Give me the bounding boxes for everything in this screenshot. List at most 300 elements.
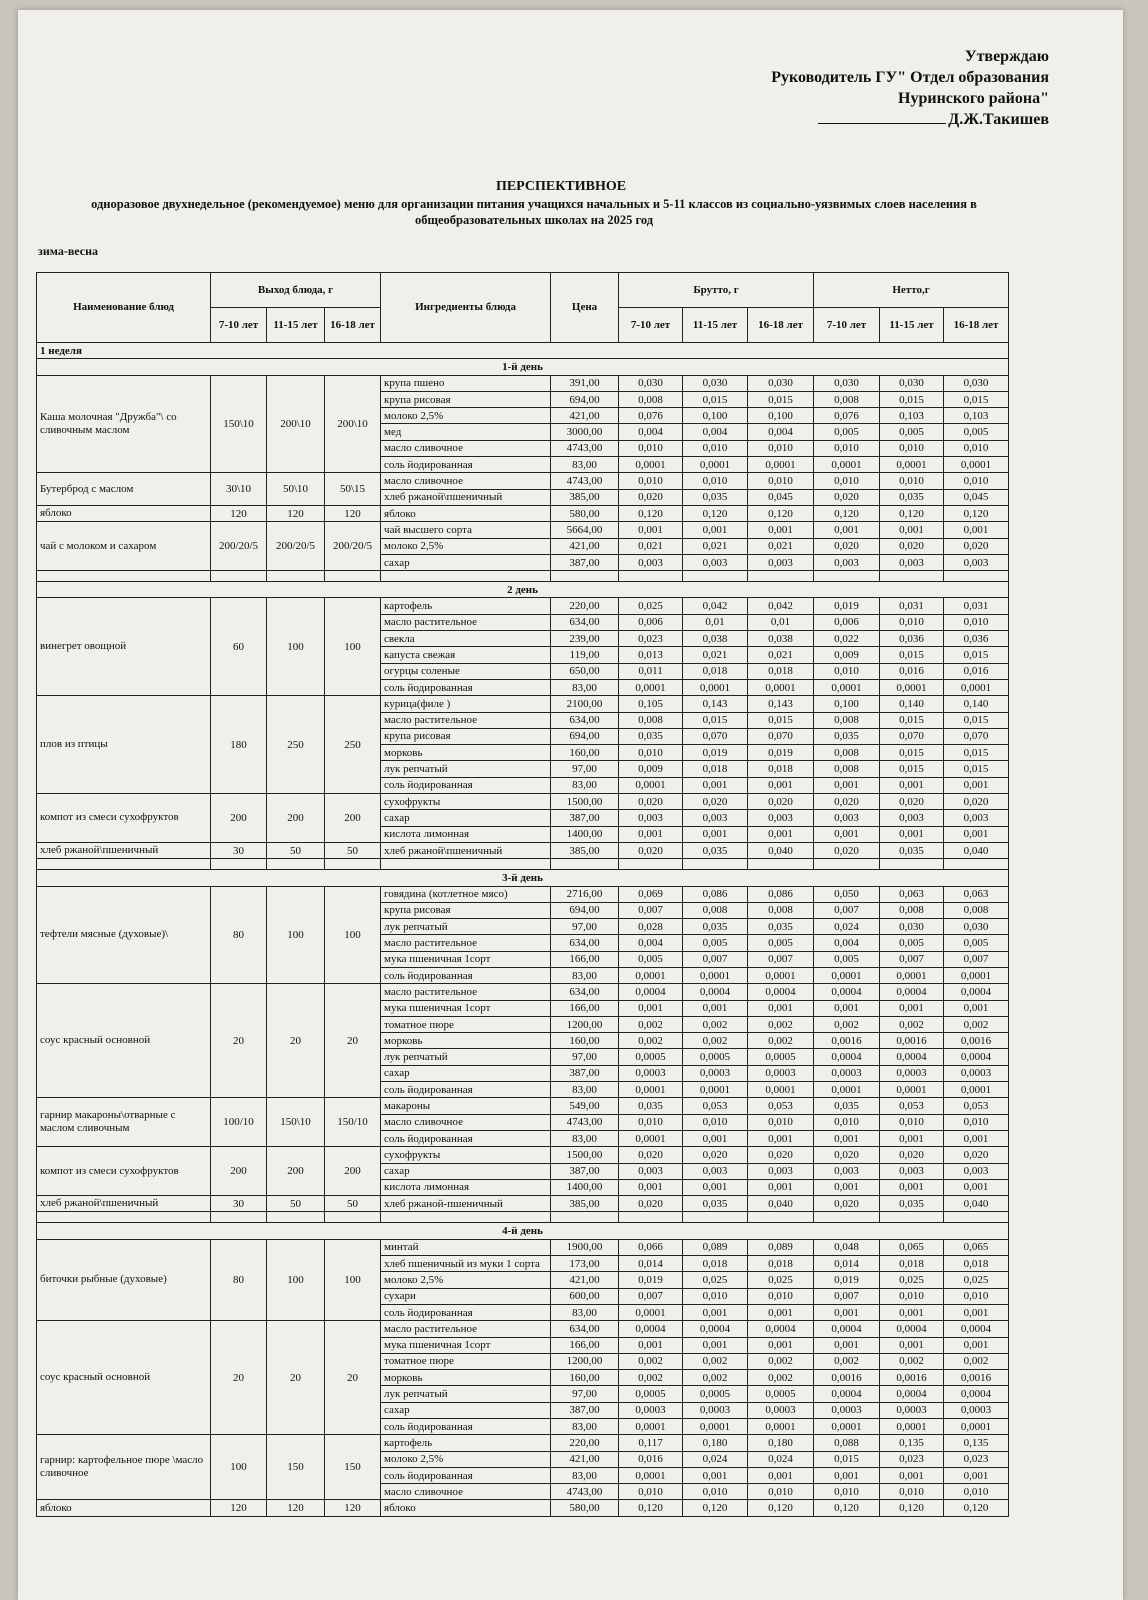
dish-output: 120: [325, 1500, 381, 1516]
dish-output: 100: [267, 598, 325, 696]
price-cell: 421,00: [551, 1272, 619, 1288]
netto-cell: 0,008: [944, 902, 1009, 918]
ingredient-name: молоко 2,5%: [381, 1272, 551, 1288]
brutto-cell: 0,0001: [619, 1304, 683, 1320]
dish-output: 20: [211, 1321, 267, 1435]
netto-cell: 0,015: [880, 745, 944, 761]
netto-cell: 0,001: [880, 1000, 944, 1016]
brutto-cell: 0,002: [748, 1033, 814, 1049]
price-cell: 385,00: [551, 842, 619, 858]
netto-cell: 0,001: [944, 1130, 1009, 1146]
dish-name: винегрет овощной: [37, 598, 211, 696]
brutto-cell: 0,01: [683, 614, 748, 630]
brutto-cell: 0,0001: [619, 1130, 683, 1146]
netto-cell: 0,030: [880, 919, 944, 935]
netto-cell: 0,0016: [814, 1370, 880, 1386]
empty-cell: [683, 571, 748, 582]
dish-output: 150: [267, 1435, 325, 1500]
brutto-cell: 0,040: [748, 842, 814, 858]
brutto-cell: 0,035: [683, 1196, 748, 1212]
netto-cell: 0,0016: [814, 1033, 880, 1049]
brutto-cell: 0,006: [619, 614, 683, 630]
price-cell: 387,00: [551, 1402, 619, 1418]
netto-cell: 0,009: [814, 647, 880, 663]
ingredient-name: масло растительное: [381, 614, 551, 630]
ingredient-name: говядина (котлетное мясо): [381, 886, 551, 902]
ingredient-name: масло растительное: [381, 935, 551, 951]
netto-cell: 0,001: [814, 1179, 880, 1195]
price-cell: 1500,00: [551, 794, 619, 810]
week-row: [37, 343, 1009, 359]
netto-cell: 0,0001: [814, 679, 880, 695]
brutto-cell: 0,005: [619, 951, 683, 967]
brutto-cell: 0,030: [619, 375, 683, 391]
price-cell: 97,00: [551, 1386, 619, 1402]
brutto-cell: 0,010: [748, 1484, 814, 1500]
brutto-cell: 0,002: [683, 1353, 748, 1369]
netto-cell: 0,001: [880, 1304, 944, 1320]
netto-cell: 0,0016: [944, 1033, 1009, 1049]
price-cell: 160,00: [551, 745, 619, 761]
spacer-row: [37, 859, 1009, 870]
netto-cell: 0,0016: [944, 1370, 1009, 1386]
price-cell: 119,00: [551, 647, 619, 663]
day-label: 3-й день: [37, 870, 1009, 886]
netto-cell: 0,001: [814, 1337, 880, 1353]
dish-output: 100: [267, 1239, 325, 1320]
brutto-cell: 0,025: [748, 1272, 814, 1288]
table-row: [37, 473, 1009, 489]
price-cell: 634,00: [551, 984, 619, 1000]
brutto-cell: 0,023: [619, 631, 683, 647]
brutto-cell: 0,0003: [619, 1065, 683, 1081]
price-cell: 4743,00: [551, 1484, 619, 1500]
brutto-cell: 0,001: [619, 522, 683, 538]
dish-output: 200: [267, 794, 325, 843]
empty-cell: [748, 1212, 814, 1223]
price-cell: 694,00: [551, 391, 619, 407]
price-cell: 160,00: [551, 1370, 619, 1386]
table-row: [37, 1435, 1009, 1451]
ingredient-name: соль йодированная: [381, 777, 551, 793]
brutto-cell: 0,014: [619, 1256, 683, 1272]
table-row: [37, 1196, 1009, 1212]
ingredient-name: лук репчатый: [381, 761, 551, 777]
netto-cell: 0,135: [880, 1435, 944, 1451]
dish-output: 200\10: [267, 375, 325, 473]
brutto-cell: 0,020: [619, 1196, 683, 1212]
netto-cell: 0,025: [880, 1272, 944, 1288]
brutto-cell: 0,028: [619, 919, 683, 935]
netto-cell: 0,0001: [944, 1419, 1009, 1435]
empty-cell: [211, 571, 267, 582]
brutto-cell: 0,0001: [619, 1419, 683, 1435]
netto-cell: 0,0004: [944, 1386, 1009, 1402]
header-output: Выход блюда, г: [211, 273, 381, 308]
netto-cell: 0,023: [944, 1451, 1009, 1467]
brutto-cell: 0,001: [683, 826, 748, 842]
netto-cell: 0,0004: [944, 1321, 1009, 1337]
document-sheet: [18, 10, 1123, 1600]
netto-cell: 0,001: [814, 1467, 880, 1483]
header-ingredients: Ингредиенты блюда: [381, 273, 551, 343]
price-cell: 600,00: [551, 1288, 619, 1304]
brutto-cell: 0,001: [683, 1179, 748, 1195]
ingredient-name: свекла: [381, 631, 551, 647]
price-cell: 391,00: [551, 375, 619, 391]
netto-cell: 0,015: [814, 1451, 880, 1467]
brutto-cell: 0,010: [619, 745, 683, 761]
brutto-cell: 0,0004: [683, 984, 748, 1000]
netto-cell: 0,001: [944, 522, 1009, 538]
netto-cell: 0,120: [944, 1500, 1009, 1516]
brutto-cell: 0,100: [748, 408, 814, 424]
ingredient-name: мука пшеничная 1сорт: [381, 1000, 551, 1016]
netto-cell: 0,020: [814, 489, 880, 505]
netto-cell: 0,010: [814, 1484, 880, 1500]
ingredient-name: сахар: [381, 1065, 551, 1081]
netto-cell: 0,0003: [814, 1065, 880, 1081]
brutto-cell: 0,035: [619, 1098, 683, 1114]
brutto-cell: 0,0005: [748, 1386, 814, 1402]
brutto-cell: 0,042: [683, 598, 748, 614]
netto-cell: 0,019: [814, 1272, 880, 1288]
netto-cell: 0,005: [814, 951, 880, 967]
ingredient-name: соль йодированная: [381, 1130, 551, 1146]
netto-cell: 0,100: [814, 696, 880, 712]
netto-cell: 0,002: [880, 1353, 944, 1369]
ingredient-name: крупа рисовая: [381, 391, 551, 407]
dish-output: 120: [211, 1500, 267, 1516]
ingredient-name: лук репчатый: [381, 1386, 551, 1402]
brutto-cell: 0,0001: [619, 679, 683, 695]
empty-cell: [683, 1212, 748, 1223]
netto-cell: 0,003: [814, 554, 880, 570]
brutto-cell: 0,020: [748, 1147, 814, 1163]
brutto-cell: 0,011: [619, 663, 683, 679]
dish-name: соус красный основной: [37, 984, 211, 1098]
netto-cell: 0,015: [880, 761, 944, 777]
dish-output: 30: [211, 842, 267, 858]
brutto-cell: 0,120: [748, 1500, 814, 1516]
day-label: 4-й день: [37, 1223, 1009, 1239]
brutto-cell: 0,120: [619, 505, 683, 521]
brutto-cell: 0,007: [619, 902, 683, 918]
ingredient-name: хлеб ржаной-пшеничный: [381, 1196, 551, 1212]
spacer-row: [37, 1212, 1009, 1223]
netto-cell: 0,063: [944, 886, 1009, 902]
netto-cell: 0,015: [880, 391, 944, 407]
ingredient-name: чай высшего сорта: [381, 522, 551, 538]
netto-cell: 0,053: [880, 1098, 944, 1114]
netto-cell: 0,001: [880, 1337, 944, 1353]
brutto-cell: 0,0001: [683, 967, 748, 983]
netto-cell: 0,030: [944, 919, 1009, 935]
netto-cell: 0,040: [944, 842, 1009, 858]
brutto-cell: 0,0001: [619, 967, 683, 983]
dish-name: яблоко: [37, 1500, 211, 1516]
netto-cell: 0,031: [944, 598, 1009, 614]
brutto-cell: 0,007: [683, 951, 748, 967]
brutto-cell: 0,030: [748, 375, 814, 391]
header-price: Цена: [551, 273, 619, 343]
ingredient-name: масло растительное: [381, 1321, 551, 1337]
brutto-cell: 0,040: [748, 1196, 814, 1212]
netto-cell: 0,001: [880, 522, 944, 538]
brutto-cell: 0,003: [683, 1163, 748, 1179]
dish-name: яблоко: [37, 505, 211, 521]
dish-output: 150\10: [211, 375, 267, 473]
price-cell: 1500,00: [551, 1147, 619, 1163]
netto-cell: 0,022: [814, 631, 880, 647]
dish-output: 100: [325, 598, 381, 696]
empty-cell: [551, 1212, 619, 1223]
brutto-cell: 0,001: [748, 1304, 814, 1320]
brutto-cell: 0,035: [683, 842, 748, 858]
netto-cell: 0,001: [944, 1000, 1009, 1016]
brutto-cell: 0,0001: [748, 457, 814, 473]
netto-cell: 0,035: [880, 842, 944, 858]
netto-cell: 0,135: [944, 1435, 1009, 1451]
netto-cell: 0,035: [880, 1196, 944, 1212]
brutto-cell: 0,018: [748, 761, 814, 777]
dish-name: хлеб ржаной\пшеничный: [37, 842, 211, 858]
ingredient-name: соль йодированная: [381, 679, 551, 695]
ingredient-name: хлеб ржаной\пшеничный: [381, 842, 551, 858]
ingredient-name: соль йодированная: [381, 457, 551, 473]
brutto-cell: 0,0001: [748, 1419, 814, 1435]
ingredient-name: яблоко: [381, 505, 551, 521]
brutto-cell: 0,019: [683, 745, 748, 761]
header-age: 16-18 лет: [748, 308, 814, 343]
netto-cell: 0,050: [814, 886, 880, 902]
brutto-cell: 0,002: [683, 1033, 748, 1049]
empty-cell: [619, 1212, 683, 1223]
brutto-cell: 0,010: [683, 473, 748, 489]
dish-name: Бутерброд с маслом: [37, 473, 211, 506]
netto-cell: 0,048: [814, 1239, 880, 1255]
brutto-cell: 0,001: [683, 1467, 748, 1483]
brutto-cell: 0,001: [748, 1467, 814, 1483]
brutto-cell: 0,0003: [748, 1065, 814, 1081]
brutto-cell: 0,066: [619, 1239, 683, 1255]
document-subtitle: одноразовое двухнедельное (рекомендуемое) меню для организации питания учащихся начальных и 5-11 классов из социально-уязвимых слоев населения в общеобразовательных школах на 2025 год: [91, 197, 977, 227]
brutto-cell: 0,086: [748, 886, 814, 902]
netto-cell: 0,030: [880, 375, 944, 391]
brutto-cell: 0,0001: [748, 967, 814, 983]
price-cell: 83,00: [551, 679, 619, 695]
netto-cell: 0,001: [880, 826, 944, 842]
netto-cell: 0,0004: [944, 984, 1009, 1000]
ingredient-name: курица(филе ): [381, 696, 551, 712]
spacer-row: [37, 571, 1009, 582]
brutto-cell: 0,001: [748, 522, 814, 538]
brutto-cell: 0,0004: [748, 984, 814, 1000]
netto-cell: 0,0004: [814, 1386, 880, 1402]
netto-cell: 0,076: [814, 408, 880, 424]
netto-cell: 0,120: [944, 505, 1009, 521]
ingredient-name: макароны: [381, 1098, 551, 1114]
brutto-cell: 0,086: [683, 886, 748, 902]
brutto-cell: 0,010: [748, 1114, 814, 1130]
brutto-cell: 0,035: [683, 489, 748, 505]
ingredient-name: хлеб пшеничный из муки 1 сорта: [381, 1256, 551, 1272]
netto-cell: 0,008: [814, 712, 880, 728]
price-cell: 421,00: [551, 1451, 619, 1467]
empty-cell: [944, 859, 1009, 870]
brutto-cell: 0,010: [683, 1288, 748, 1304]
empty-cell: [748, 859, 814, 870]
netto-cell: 0,003: [880, 554, 944, 570]
brutto-cell: 0,070: [683, 728, 748, 744]
price-cell: 83,00: [551, 1082, 619, 1098]
netto-cell: 0,007: [880, 951, 944, 967]
price-cell: 634,00: [551, 935, 619, 951]
dish-output: 20: [211, 984, 267, 1098]
netto-cell: 0,010: [944, 614, 1009, 630]
price-cell: 387,00: [551, 1163, 619, 1179]
netto-cell: 0,018: [944, 1256, 1009, 1272]
brutto-cell: 0,0001: [748, 679, 814, 695]
ingredient-name: капуста свежая: [381, 647, 551, 663]
brutto-cell: 0,020: [619, 489, 683, 505]
price-cell: 83,00: [551, 1130, 619, 1146]
netto-cell: 0,010: [814, 663, 880, 679]
table-row: [37, 375, 1009, 391]
brutto-cell: 0,143: [683, 696, 748, 712]
dish-output: 180: [211, 696, 267, 794]
brutto-cell: 0,010: [748, 1288, 814, 1304]
empty-cell: [619, 859, 683, 870]
netto-cell: 0,120: [814, 505, 880, 521]
approval-line-1: Утверждаю: [964, 48, 1049, 65]
netto-cell: 0,0001: [944, 457, 1009, 473]
price-cell: 634,00: [551, 614, 619, 630]
price-cell: 5664,00: [551, 522, 619, 538]
netto-cell: 0,010: [880, 1288, 944, 1304]
day-label: 1-й день: [37, 359, 1009, 375]
table-row: [37, 1098, 1009, 1114]
brutto-cell: 0,019: [619, 1272, 683, 1288]
brutto-cell: 0,0005: [683, 1386, 748, 1402]
empty-cell: [381, 859, 551, 870]
brutto-cell: 0,004: [619, 935, 683, 951]
netto-cell: 0,001: [880, 1467, 944, 1483]
empty-cell: [37, 571, 211, 582]
netto-cell: 0,008: [814, 761, 880, 777]
dish-output: 120: [267, 1500, 325, 1516]
price-cell: 4743,00: [551, 440, 619, 456]
netto-cell: 0,003: [944, 810, 1009, 826]
netto-cell: 0,003: [880, 1163, 944, 1179]
netto-cell: 0,003: [944, 554, 1009, 570]
netto-cell: 0,020: [814, 1147, 880, 1163]
brutto-cell: 0,010: [683, 1114, 748, 1130]
brutto-cell: 0,010: [748, 473, 814, 489]
brutto-cell: 0,0001: [683, 679, 748, 695]
brutto-cell: 0,0001: [683, 1419, 748, 1435]
brutto-cell: 0,010: [683, 1484, 748, 1500]
price-cell: 83,00: [551, 967, 619, 983]
netto-cell: 0,0004: [880, 984, 944, 1000]
ingredient-name: соль йодированная: [381, 967, 551, 983]
price-cell: 83,00: [551, 1467, 619, 1483]
empty-cell: [267, 1212, 325, 1223]
day-label: 2 день: [37, 582, 1009, 598]
price-cell: 173,00: [551, 1256, 619, 1272]
netto-cell: 0,0003: [944, 1065, 1009, 1081]
ingredient-name: кислота лимонная: [381, 826, 551, 842]
netto-cell: 0,007: [814, 902, 880, 918]
netto-cell: 0,001: [814, 826, 880, 842]
ingredient-name: огурцы соленые: [381, 663, 551, 679]
brutto-cell: 0,010: [619, 1114, 683, 1130]
price-cell: 2716,00: [551, 886, 619, 902]
dish-output: 100: [211, 1435, 267, 1500]
brutto-cell: 0,0004: [619, 1321, 683, 1337]
brutto-cell: 0,020: [748, 794, 814, 810]
brutto-cell: 0,105: [619, 696, 683, 712]
empty-cell: [683, 859, 748, 870]
dish-name: компот из смеси сухофруктов: [37, 1147, 211, 1196]
netto-cell: 0,0004: [880, 1321, 944, 1337]
table-header: [37, 273, 1009, 343]
header-age: 7-10 лет: [814, 308, 880, 343]
dish-output: 30\10: [211, 473, 267, 506]
brutto-cell: 0,009: [619, 761, 683, 777]
table-row: [37, 1321, 1009, 1337]
netto-cell: 0,002: [944, 1016, 1009, 1032]
netto-cell: 0,016: [880, 663, 944, 679]
empty-cell: [325, 571, 381, 582]
table-row: [37, 984, 1009, 1000]
brutto-cell: 0,010: [683, 440, 748, 456]
ingredient-name: мука пшеничная 1сорт: [381, 1337, 551, 1353]
dish-output: 20: [325, 984, 381, 1098]
netto-cell: 0,001: [814, 1000, 880, 1016]
netto-cell: 0,015: [944, 647, 1009, 663]
brutto-cell: 0,005: [748, 935, 814, 951]
brutto-cell: 0,001: [748, 1179, 814, 1195]
header-dish: Наименование блюд: [37, 273, 211, 343]
empty-cell: [748, 571, 814, 582]
brutto-cell: 0,100: [683, 408, 748, 424]
brutto-cell: 0,021: [748, 647, 814, 663]
ingredient-name: кислота лимонная: [381, 1179, 551, 1195]
ingredient-name: яблоко: [381, 1500, 551, 1516]
netto-cell: 0,015: [880, 712, 944, 728]
table-row: [37, 1239, 1009, 1255]
brutto-cell: 0,0005: [683, 1049, 748, 1065]
brutto-cell: 0,0004: [748, 1321, 814, 1337]
netto-cell: 0,007: [944, 951, 1009, 967]
brutto-cell: 0,0003: [748, 1402, 814, 1418]
netto-cell: 0,0001: [880, 1082, 944, 1098]
netto-cell: 0,020: [880, 1147, 944, 1163]
dish-name: чай с молоком и сахаром: [37, 522, 211, 571]
netto-cell: 0,020: [944, 538, 1009, 554]
netto-cell: 0,0001: [814, 457, 880, 473]
brutto-cell: 0,0005: [748, 1049, 814, 1065]
approval-line-2: Руководитель ГУ" Отдел образования: [771, 69, 1049, 86]
netto-cell: 0,003: [814, 1163, 880, 1179]
price-cell: 634,00: [551, 712, 619, 728]
brutto-cell: 0,002: [748, 1353, 814, 1369]
netto-cell: 0,003: [880, 810, 944, 826]
ingredient-name: мед: [381, 424, 551, 440]
brutto-cell: 0,0001: [619, 1467, 683, 1483]
price-cell: 83,00: [551, 1304, 619, 1320]
